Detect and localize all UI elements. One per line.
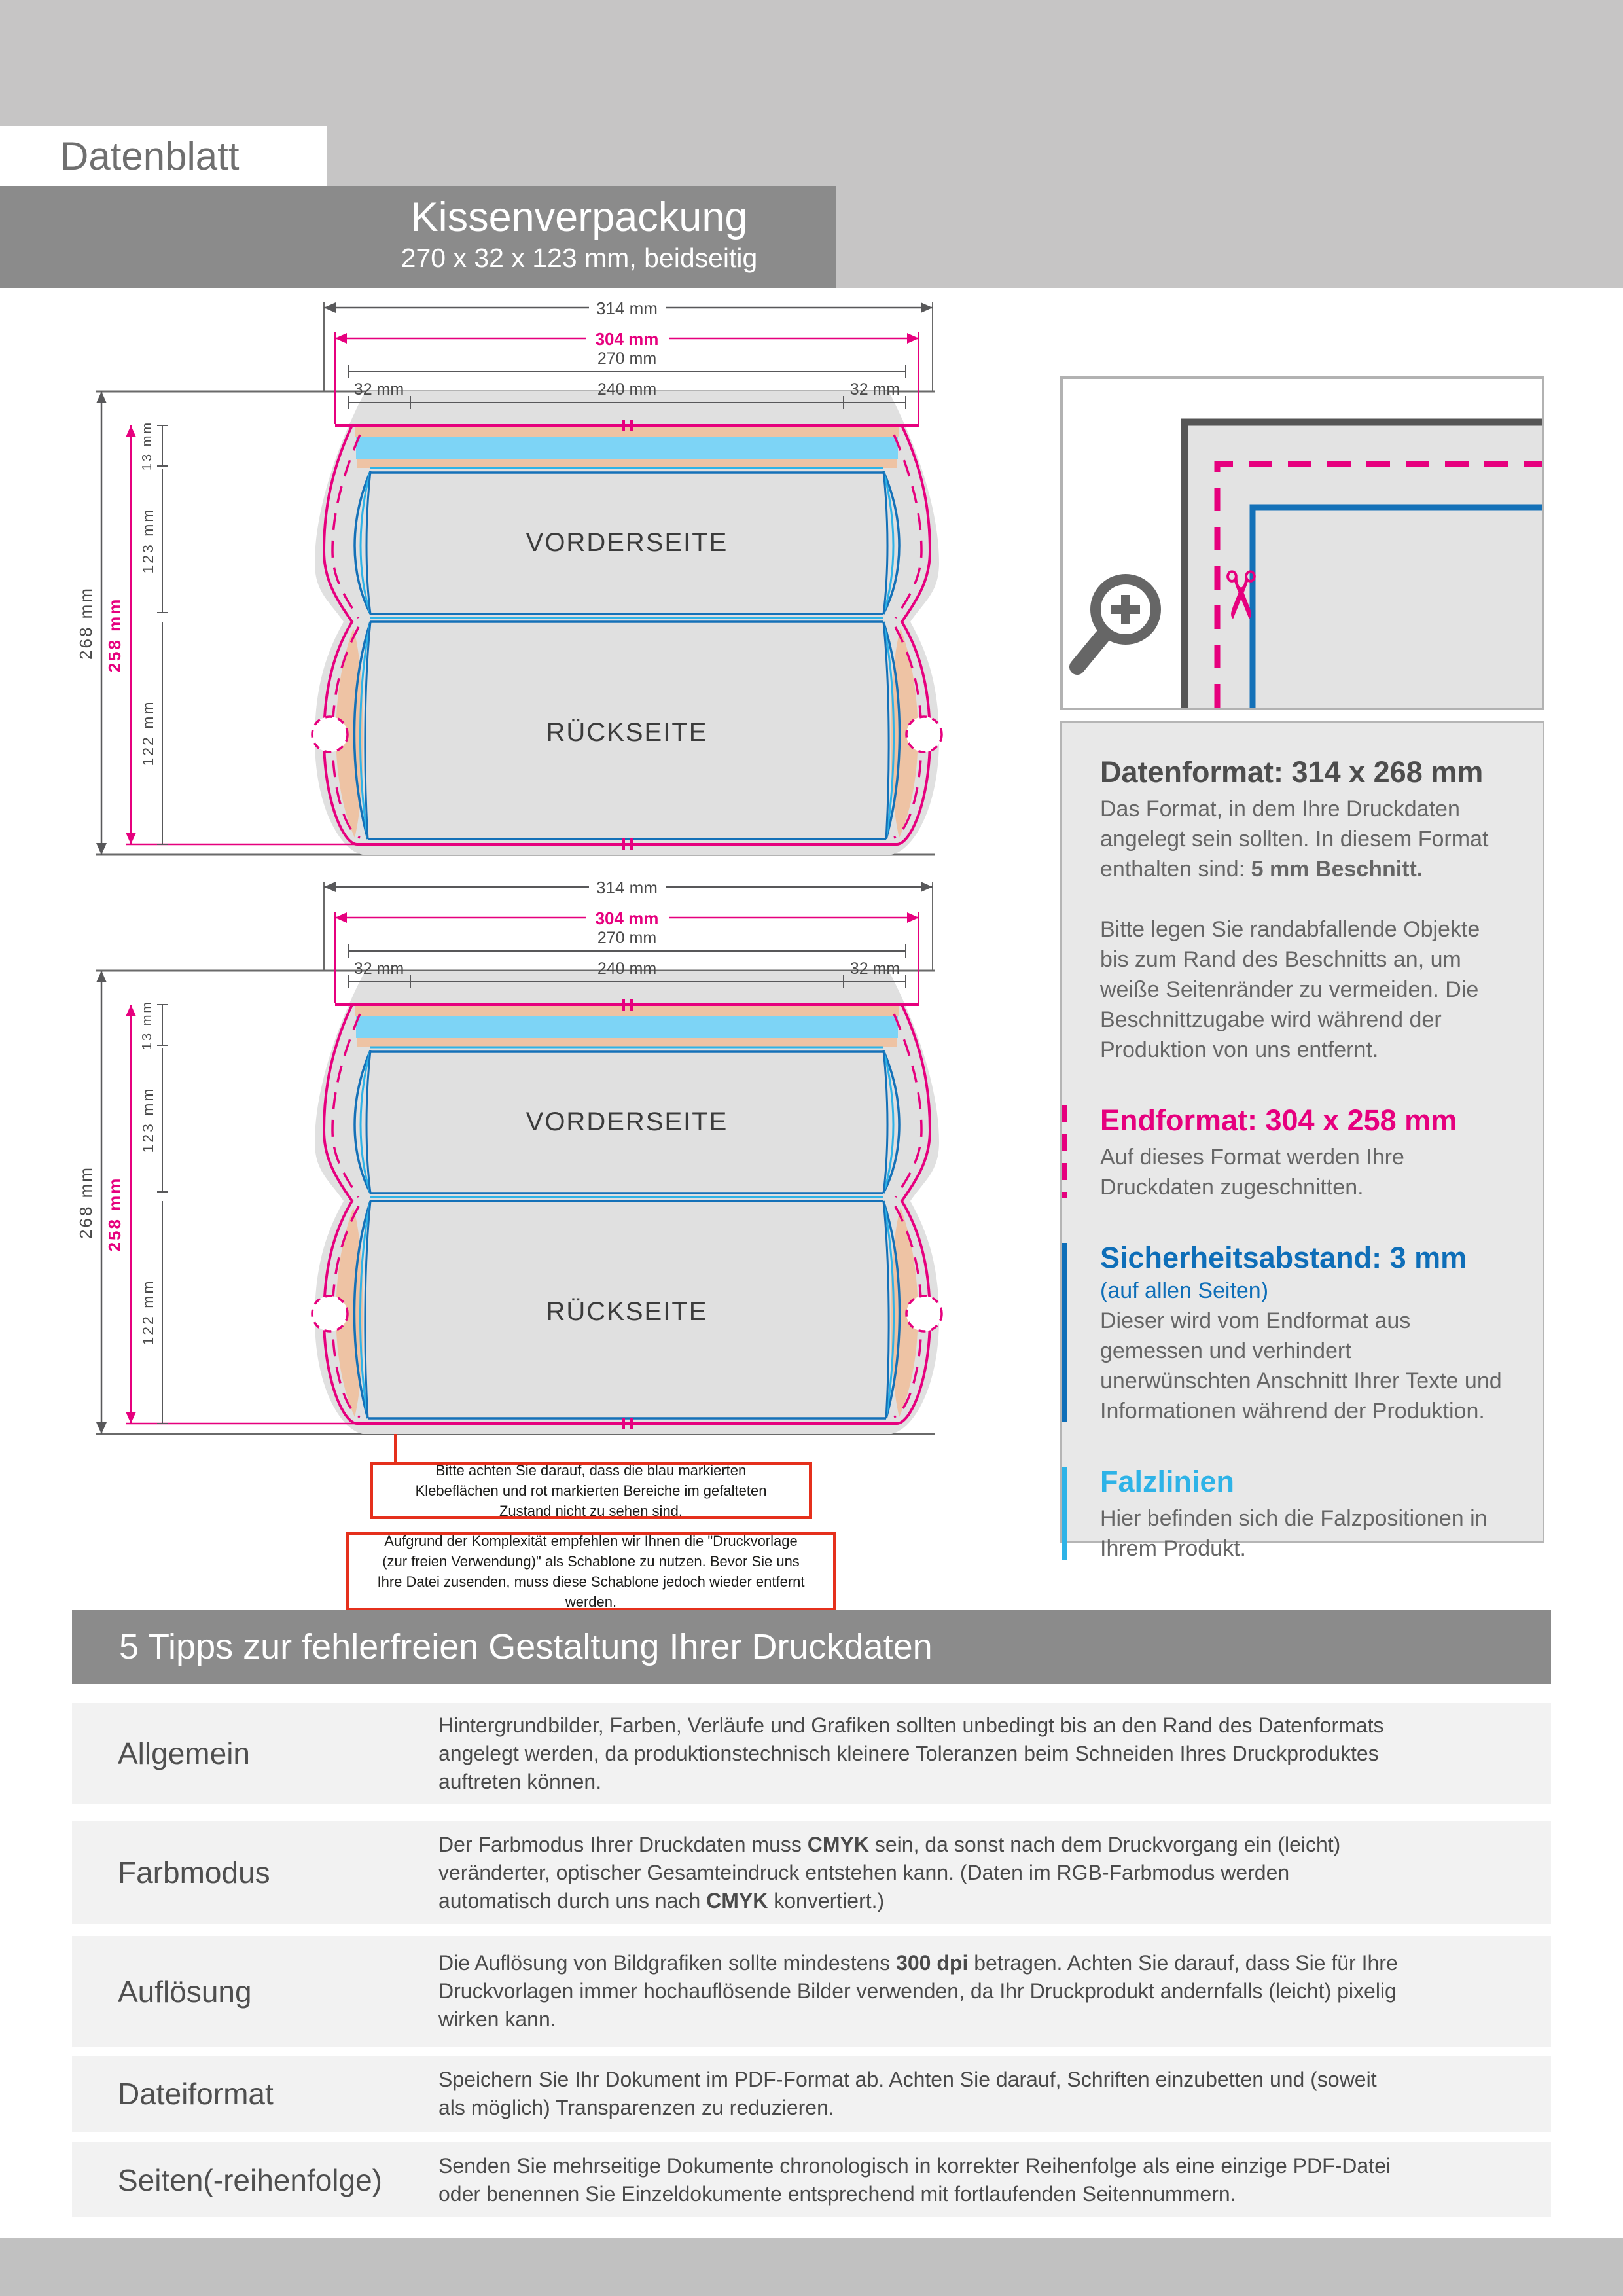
tip-body: Hintergrundbilder, Farben, Verläufe und Grafiken sollten unbedingt bis an den Rand des Datenformats angelegt werden, da produktionstechnisch kleinere Toleranzen beim Schneiden Ihres Druckproduktes auftreten können.	[438, 1713, 1384, 1793]
tip-row-allgemein	[72, 1703, 1551, 1804]
section-falzlinien	[1100, 1464, 1507, 1564]
dieline-drawing	[72, 295, 1014, 890]
tip-body: Senden Sie mehrseitige Dokumente chronologisch in korrekter Reihenfolge als eine einzige PDF-Datei oder benennen Sie Einzeldokumente entsprechend mit fortlaufenden Seitennummern.	[438, 2153, 1391, 2206]
dim-122: 122 mm	[139, 700, 156, 766]
dim-268: 268 mm	[76, 1166, 96, 1239]
glue-warning-text: Bitte achten Sie darauf, dass die blau markierten Klebeflächen und rot markierten Bereiche im gefalteten Zustand nicht zu sehen sind.	[415, 1462, 767, 1519]
falzlinien-heading: Falzlinien	[1100, 1465, 1235, 1498]
sicherheitsabstand-body: Dieser wird vom Endformat aus gemessen und verhindert unerwünschten Anschnitt Ihrer Texte und Informationen während der Produktion.	[1100, 1308, 1502, 1424]
template-warning-box	[346, 1532, 836, 1611]
back-panel-label: RÜCKSEITE	[546, 1297, 708, 1326]
footer-gray-band	[0, 2238, 1623, 2296]
dim-32-right: 32 mm	[849, 380, 901, 399]
datenformat-heading: Datenformat: 314 x 268 mm	[1100, 755, 1484, 789]
dim-240: 240 mm	[597, 960, 657, 978]
product-banner	[0, 186, 836, 288]
product-subtitle: 270 x 32 x 123 mm, beidseitig	[401, 243, 758, 273]
dieline-drawing	[72, 874, 1014, 1469]
datenformat-body1: Das Format, in dem Ihre Druckdaten angelegt sein sollten. In diesem Format enthalten sind: 5 mm Beschnitt.	[1100, 797, 1489, 882]
endformat-body: Auf dieses Format werden Ihre Druckdaten zugeschnitten.	[1100, 1145, 1404, 1200]
glue-warning-box	[370, 1462, 812, 1519]
dim-122: 122 mm	[139, 1279, 156, 1346]
dim-32-left: 32 mm	[353, 380, 404, 399]
endformat-heading: Endformat: 304 x 258 mm	[1100, 1103, 1457, 1137]
tip-body: Der Farbmodus Ihrer Druckdaten muss CMYK sein, da sonst nach dem Druckvorgang ein (leicht) veränderter, optischer Gesamteindruck entstehen kann. (Daten im RGB-Farbmodus werden automatisch durch uns nach CMYK konvertiert.)	[438, 1832, 1341, 1912]
dim-270: 270 mm	[597, 929, 657, 947]
endformat-marker	[1062, 1105, 1067, 1198]
dim-240: 240 mm	[597, 380, 657, 399]
dieline-diagram-back	[72, 874, 1014, 1469]
tip-body: Speichern Sie Ihr Dokument im PDF-Format ab. Achten Sie darauf, Schriften einzubetten und (soweit als möglich) Transparenzen zu reduzieren.	[438, 2068, 1377, 2119]
magnifier-icon	[1077, 579, 1156, 667]
datenformat-body2: Bitte legen Sie randabfallende Objekte bis zum Rand des Beschnitts an, um weiße Seitenränder zu vermeiden. Die Beschnittzugabe wird während der Produktion von uns entfernt.	[1100, 917, 1480, 1062]
dim-314: 314 mm	[596, 878, 658, 897]
dim-13: 13 mm	[140, 999, 154, 1050]
zoom-illustration	[1063, 379, 1542, 708]
front-panel-label: VORDERSEITE	[526, 1107, 728, 1136]
sicherheitsabstand-subheading: (auf allen Seiten)	[1100, 1278, 1269, 1303]
tip-row-farbmodus	[72, 1821, 1551, 1924]
tips-heading: 5 Tipps zur fehlerfreien Gestaltung Ihrer Druckdaten	[119, 1627, 933, 1666]
sicherheitsabstand-marker	[1062, 1243, 1067, 1422]
zoom-illustration-box	[1060, 376, 1544, 710]
dim-13: 13 mm	[140, 420, 154, 471]
tip-row-aufloesung	[72, 1936, 1551, 2047]
dim-258: 258 mm	[105, 1176, 124, 1252]
tip-label: Dateiformat	[118, 2077, 274, 2111]
back-panel-label: RÜCKSEITE	[546, 718, 708, 747]
section-endformat	[1100, 1103, 1507, 1202]
template-warning-text: Aufgrund der Komplexität empfehlen wir Ihnen die "Druckvorlage (zur freien Verwendung)" als Schablone zu nutzen. Bevor Sie uns Ihre Datei zusenden, muss diese Schablone jedoch wieder entfernt werden.	[377, 1533, 805, 1610]
tips-heading-banner	[72, 1610, 1551, 1684]
section-sicherheitsabstand	[1100, 1240, 1507, 1426]
dim-123: 123 mm	[139, 507, 156, 574]
dim-304: 304 mm	[595, 329, 659, 349]
tip-label: Seiten(-reihenfolge)	[118, 2162, 383, 2197]
tip-row-dateiformat	[72, 2056, 1551, 2132]
falzlinien-body: Hier befinden sich die Falzpositionen in Ihrem Produkt.	[1100, 1506, 1488, 1561]
page-title: Datenblatt	[0, 126, 327, 186]
dim-32-left: 32 mm	[353, 960, 404, 978]
dieline-diagram-front	[72, 295, 1014, 890]
dim-123: 123 mm	[139, 1086, 156, 1153]
note-connector-line	[394, 1434, 397, 1462]
tip-body: Die Auflösung von Bildgrafiken sollte mindestens 300 dpi betragen. Achten Sie darauf, dass Sie für Ihre Druckvorlagen immer hochauflösende Bilder verwenden, da Ihr Druckprodukt andernfalls (leicht) pixelig wirken kann.	[438, 1951, 1398, 2031]
dim-270: 270 mm	[597, 350, 657, 368]
sicherheitsabstand-heading: Sicherheitsabstand: 3 mm	[1100, 1241, 1467, 1274]
front-panel-label: VORDERSEITE	[526, 528, 728, 557]
tip-label: Farbmodus	[118, 1856, 270, 1890]
product-title: Kissenverpackung	[410, 194, 748, 240]
format-info-panel	[1060, 721, 1544, 1561]
falzlinien-marker	[1062, 1467, 1067, 1560]
dim-314: 314 mm	[596, 298, 658, 318]
dim-304: 304 mm	[595, 908, 659, 928]
scissors-icon: ✂	[1203, 567, 1276, 622]
dim-268: 268 mm	[76, 586, 96, 660]
dim-258: 258 mm	[105, 597, 124, 673]
tip-label: Allgemein	[118, 1736, 250, 1770]
section-datenformat	[1100, 755, 1507, 1065]
tip-label: Auflösung	[118, 1974, 252, 2009]
tip-row-seitenreihenfolge	[72, 2142, 1551, 2217]
dim-32-right: 32 mm	[849, 960, 901, 978]
